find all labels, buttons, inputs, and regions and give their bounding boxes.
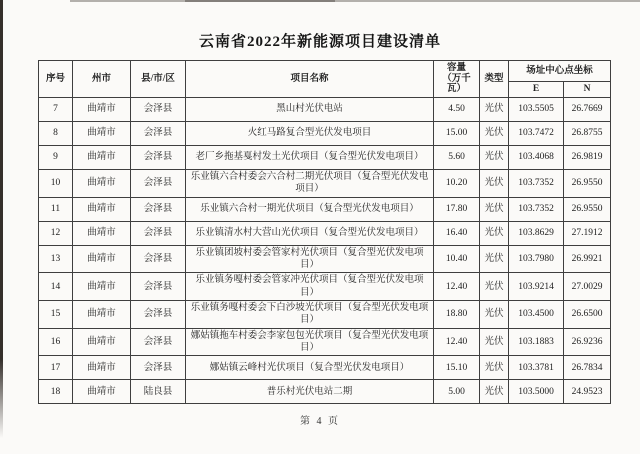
cell-latitude-n: 27.1912: [564, 221, 611, 245]
cell-county: 会泽县: [131, 356, 186, 380]
table-row: [39, 328, 611, 356]
cell-project-name: 老厂乡拖基戛村发土光伏项目（复合型光伏发电项目）: [186, 146, 434, 170]
cell-latitude-n: 27.0029: [564, 273, 611, 301]
col-header-project: 项目名称: [186, 61, 434, 98]
table-row: [39, 197, 611, 221]
table-row: [39, 245, 611, 273]
scan-top-edge: [70, 0, 640, 2]
cell-seq: 7: [39, 98, 73, 122]
cell-seq: 15: [39, 301, 73, 329]
cell-capacity: 18.80: [434, 301, 480, 329]
cell-city: 曲靖市: [73, 221, 131, 245]
col-header-latitude-n: N: [564, 82, 611, 98]
cell-longitude-e: 103.3781: [509, 356, 564, 380]
cell-city: 曲靖市: [73, 356, 131, 380]
cell-longitude-e: 103.5000: [509, 380, 564, 404]
cell-capacity: 4.50: [434, 98, 480, 122]
cell-latitude-n: 26.7669: [564, 98, 611, 122]
cell-city: 曲靖市: [73, 98, 131, 122]
cell-project-name: 乐业镇六合村委会六合村二期光伏项目（复合型光伏发电项目）: [186, 170, 434, 198]
cell-seq: 17: [39, 356, 73, 380]
cell-county: 会泽县: [131, 170, 186, 198]
cell-longitude-e: 103.9214: [509, 273, 564, 301]
col-header-seq: 序号: [39, 61, 73, 98]
cell-longitude-e: 103.7472: [509, 122, 564, 146]
cell-type: 光伏: [480, 328, 509, 356]
cell-latitude-n: 26.9550: [564, 197, 611, 221]
cell-city: 曲靖市: [73, 146, 131, 170]
cell-latitude-n: 26.7834: [564, 356, 611, 380]
cell-city: 曲靖市: [73, 328, 131, 356]
cell-longitude-e: 103.8629: [509, 221, 564, 245]
cell-seq: 16: [39, 328, 73, 356]
col-header-city: 州市: [73, 61, 131, 98]
cell-longitude-e: 103.7352: [509, 170, 564, 198]
cell-capacity: 10.20: [434, 170, 480, 198]
cell-capacity: 17.80: [434, 197, 480, 221]
cell-county: 会泽县: [131, 122, 186, 146]
cell-city: 曲靖市: [73, 380, 131, 404]
cell-project-name: 乐业镇清水村大营山光伏项目（复合型光伏发电项目）: [186, 221, 434, 245]
cell-type: 光伏: [480, 98, 509, 122]
cell-type: 光伏: [480, 122, 509, 146]
cell-type: 光伏: [480, 170, 509, 198]
cell-city: 曲靖市: [73, 273, 131, 301]
cell-city: 曲靖市: [73, 245, 131, 273]
cell-seq: 18: [39, 380, 73, 404]
cell-latitude-n: 26.9819: [564, 146, 611, 170]
cell-city: 曲靖市: [73, 170, 131, 198]
cell-city: 曲靖市: [73, 197, 131, 221]
col-header-county: 县/市/区: [131, 61, 186, 98]
cell-longitude-e: 103.1883: [509, 328, 564, 356]
cell-latitude-n: 26.9236: [564, 328, 611, 356]
cell-capacity: 12.40: [434, 328, 480, 356]
cell-county: 会泽县: [131, 98, 186, 122]
col-header-longitude-e: E: [509, 82, 564, 98]
cell-city: 曲靖市: [73, 301, 131, 329]
table-row: [39, 356, 611, 380]
table-row: [39, 146, 611, 170]
cell-seq: 10: [39, 170, 73, 198]
col-header-coords: 场址中心点坐标: [509, 61, 611, 82]
cell-county: 会泽县: [131, 273, 186, 301]
cell-latitude-n: 26.9921: [564, 245, 611, 273]
cell-county: 会泽县: [131, 245, 186, 273]
cell-project-name: 火红马路复合型光伏发电项目: [186, 122, 434, 146]
cell-county: 会泽县: [131, 301, 186, 329]
col-header-capacity-line2: （万千瓦）: [442, 73, 471, 95]
table-row: [39, 380, 611, 404]
table-header: [39, 61, 611, 98]
cell-longitude-e: 103.7980: [509, 245, 564, 273]
cell-capacity: 10.40: [434, 245, 480, 273]
scan-left-edge: [0, 0, 3, 438]
cell-county: 会泽县: [131, 328, 186, 356]
table-body: [39, 98, 611, 404]
cell-seq: 14: [39, 273, 73, 301]
cell-project-name: 乐业镇务嘎村委会管家冲光伏项目（复合型光伏发电项目）: [186, 273, 434, 301]
cell-county: 会泽县: [131, 146, 186, 170]
col-header-capacity: [434, 61, 480, 98]
cell-city: 曲靖市: [73, 122, 131, 146]
table-row: [39, 273, 611, 301]
cell-seq: 12: [39, 221, 73, 245]
cell-county: 会泽县: [131, 197, 186, 221]
col-header-type: 类型: [480, 61, 509, 98]
cell-latitude-n: 26.9550: [564, 170, 611, 198]
cell-type: 光伏: [480, 301, 509, 329]
cell-capacity: 5.60: [434, 146, 480, 170]
projects-table: [38, 60, 611, 404]
cell-capacity: 16.40: [434, 221, 480, 245]
cell-project-name: 乐业镇务嘎村委会下白沙坡光伏项目（复合型光伏发电项目）: [186, 301, 434, 329]
cell-project-name: 娜姑镇拖车村委会李家包包光伏项目（复合型光伏发电项目）: [186, 328, 434, 356]
cell-latitude-n: 24.9523: [564, 380, 611, 404]
cell-longitude-e: 103.7352: [509, 197, 564, 221]
cell-project-name: 乐业镇六合村一期光伏项目（复合型光伏发电项目）: [186, 197, 434, 221]
cell-capacity: 15.10: [434, 356, 480, 380]
cell-longitude-e: 103.4500: [509, 301, 564, 329]
cell-type: 光伏: [480, 380, 509, 404]
cell-latitude-n: 26.8755: [564, 122, 611, 146]
cell-county: 会泽县: [131, 221, 186, 245]
cell-seq: 8: [39, 122, 73, 146]
page-number: 第 4 页: [300, 416, 340, 427]
cell-project-name: 乐业镇团坡村委会管家村光伏项目（复合型光伏发电项目）: [186, 245, 434, 273]
table-row: [39, 122, 611, 146]
cell-type: 光伏: [480, 197, 509, 221]
cell-seq: 9: [39, 146, 73, 170]
cell-longitude-e: 103.4068: [509, 146, 564, 170]
cell-project-name: 娜姑镇云峰村光伏项目（复合型光伏发电项目）: [186, 356, 434, 380]
col-header-capacity-line1: 容量: [446, 62, 466, 73]
cell-type: 光伏: [480, 146, 509, 170]
cell-type: 光伏: [480, 245, 509, 273]
cell-type: 光伏: [480, 273, 509, 301]
table-row: [39, 301, 611, 329]
table-row: [39, 221, 611, 245]
cell-capacity: 15.00: [434, 122, 480, 146]
cell-project-name: 黑山村光伏电站: [186, 98, 434, 122]
cell-county: 陆良县: [131, 380, 186, 404]
cell-seq: 13: [39, 245, 73, 273]
cell-capacity: 5.00: [434, 380, 480, 404]
cell-type: 光伏: [480, 356, 509, 380]
page-title: 云南省2022年新能源项目建设清单: [198, 34, 441, 50]
cell-latitude-n: 26.6500: [564, 301, 611, 329]
cell-capacity: 12.40: [434, 273, 480, 301]
scan-top-edge-shadow: [185, 0, 335, 2]
table-row: [39, 98, 611, 122]
cell-longitude-e: 103.5505: [509, 98, 564, 122]
table-row: [39, 170, 611, 198]
cell-type: 光伏: [480, 221, 509, 245]
cell-project-name: 普乐村光伏电站二期: [186, 380, 434, 404]
cell-seq: 11: [39, 197, 73, 221]
